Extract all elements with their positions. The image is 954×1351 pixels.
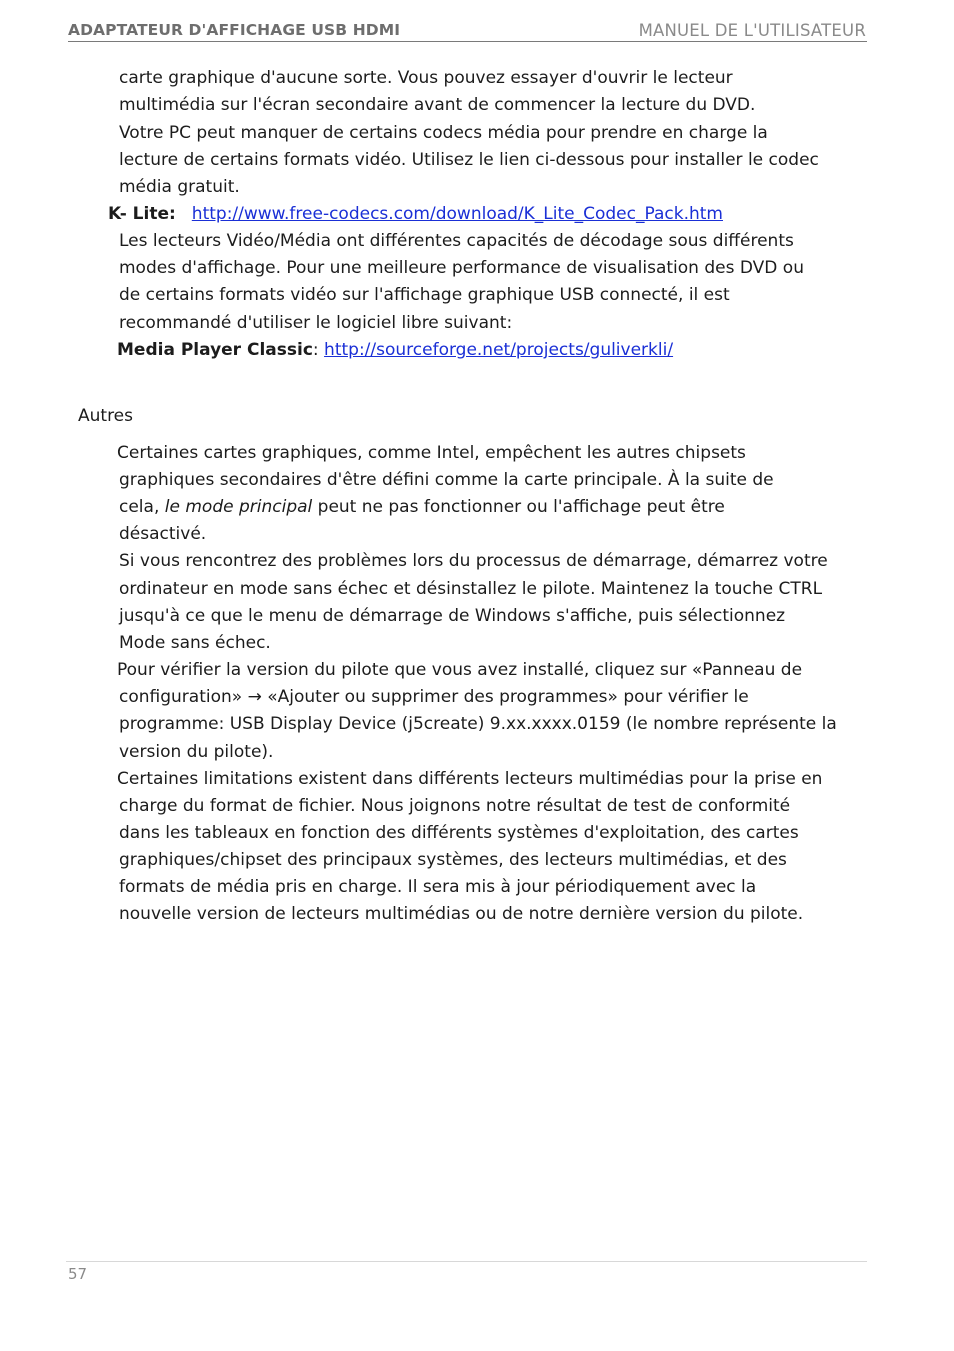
text-line: Certaines cartes graphiques, comme Intel, empêchent les autres chipsets [117, 443, 746, 463]
italic-term: le mode principal [164, 497, 313, 517]
section-title: Autres [78, 406, 134, 426]
text-line: de certains formats vidéo sur l'affichage graphique USB connecté, il est [119, 285, 730, 305]
text-line: désactivé. [119, 524, 207, 544]
text-line: média gratuit. [119, 177, 240, 197]
footer-divider [66, 1261, 867, 1262]
text-line: Pour vérifier la version du pilote que vous avez installé, cliquez sur «Panneau de [117, 660, 803, 680]
text-segment: cela, [119, 497, 165, 517]
header-divider [68, 41, 867, 42]
klite-label: K- Lite: [108, 204, 176, 224]
text-line: charge du format de fichier. Nous joignons notre résultat de test de conformité [119, 796, 791, 816]
text-line: nouvelle version de lecteurs multimédias ou de notre dernière version du pilote. [119, 904, 804, 924]
mpc-separator: : [312, 340, 325, 360]
klite-download-link[interactable]: http://www.free-codecs.com/download/K_Lite_Codec_Pack.htm [191, 204, 723, 224]
text-line: carte graphique d'aucune sorte. Vous pouvez essayer d'ouvrir le lecteur [119, 68, 733, 88]
header-manual-title: MANUEL DE L'UTILISATEUR [638, 21, 866, 40]
text-line: graphiques/chipset des principaux systèmes, des lecteurs multimédias, et des [119, 850, 787, 870]
text-line: configuration» → «Ajouter ou supprimer des programmes» pour vérifier le [119, 687, 749, 707]
text-line: recommandé d'utiliser le logiciel libre suivant: [119, 313, 513, 333]
text-line: lecture de certains formats vidéo. Utilisez le lien ci-dessous pour installer le codec [119, 150, 819, 170]
text-line: Certaines limitations existent dans différents lecteurs multimédias pour la prise en [117, 769, 823, 789]
text-line: Si vous rencontrez des problèmes lors du processus de démarrage, démarrez votre [119, 551, 828, 571]
text-line: formats de média pris en charge. Il sera mis à jour périodiquement avec la [119, 877, 757, 897]
text-line: Votre PC peut manquer de certains codecs média pour prendre en charge la [119, 123, 768, 143]
text-line: dans les tableaux en fonction des différents systèmes d'exploitation, des cartes [119, 823, 799, 843]
text-line: ordinateur en mode sans échec et désinstallez le pilote. Maintenez la touche CTRL [119, 579, 823, 599]
text-segment: peut ne pas fonctionner ou l'affichage peut être [312, 497, 725, 517]
header-product-title: ADAPTATEUR D'AFFICHAGE USB HDMI [68, 21, 401, 39]
text-line: Mode sans échec. [119, 633, 271, 653]
page-number: 57 [68, 1265, 88, 1283]
mpc-project-link[interactable]: http://sourceforge.net/projects/guliverkli/ [324, 340, 674, 360]
mpc-row [117, 339, 673, 361]
text-line: programme: USB Display Device (j5create) 9.xx.xxxx.0159 (le nombre représente la [119, 714, 837, 734]
text-line: Les lecteurs Vidéo/Média ont différentes capacités de décodage sous différents [119, 231, 794, 251]
mpc-label: Media Player Classic [117, 340, 313, 360]
text-line: multimédia sur l'écran secondaire avant de commencer la lecture du DVD. [119, 95, 756, 115]
text-line: version du pilote). [119, 742, 274, 762]
text-line: modes d'affichage. Pour une meilleure performance de visualisation des DVD ou [119, 258, 804, 278]
text-line [119, 496, 725, 518]
klite-row [108, 203, 723, 225]
text-line: graphiques secondaires d'être défini comme la carte principale. À la suite de [119, 470, 774, 490]
text-line: jusqu'à ce que le menu de démarrage de Windows s'affiche, puis sélectionnez [119, 606, 786, 626]
